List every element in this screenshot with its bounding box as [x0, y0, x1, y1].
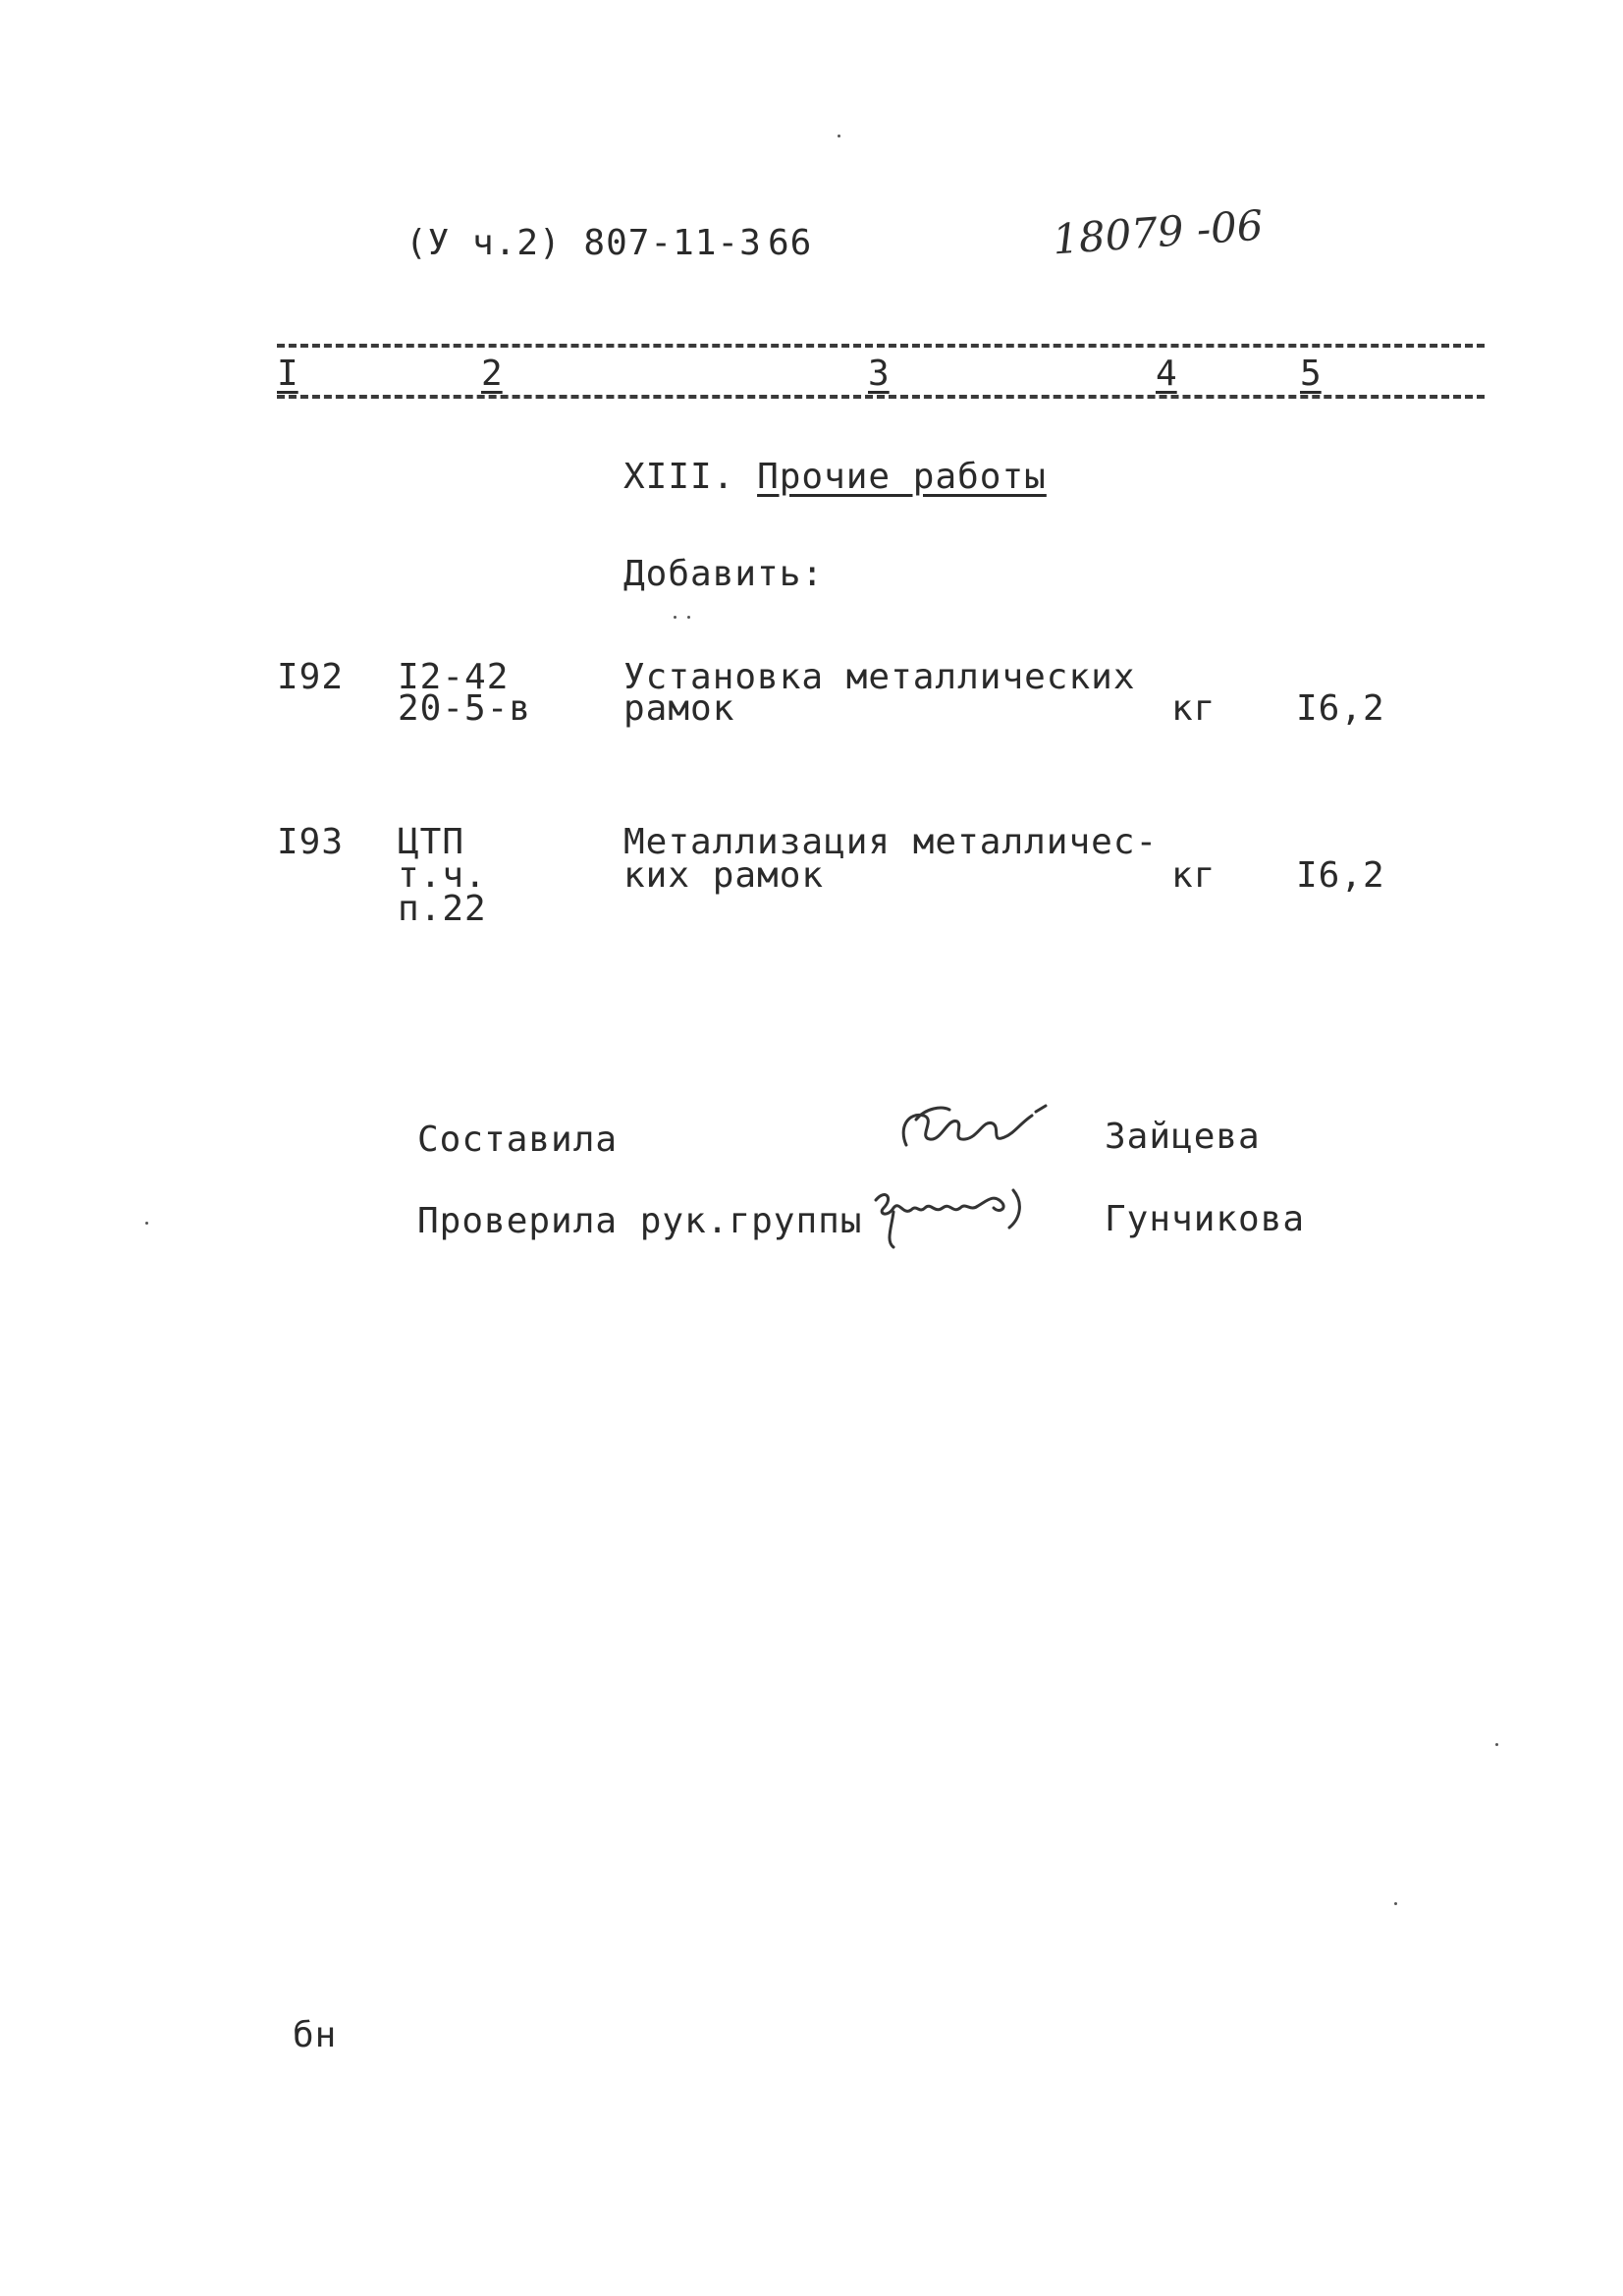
row-unit: кг	[1171, 855, 1217, 896]
compiled-by-label: Составила	[417, 1120, 619, 1160]
scan-speck	[674, 616, 676, 619]
column-number-2: 2	[481, 354, 503, 394]
row-unit: кг	[1171, 688, 1217, 729]
row-code-line-2: 20-5-в	[398, 688, 532, 729]
column-number-4: 4	[1156, 354, 1177, 394]
footer-mark: бн	[293, 2015, 338, 2055]
table-header-top-rule	[277, 344, 1485, 348]
handwritten-stamp-number: 18079 -06	[1051, 200, 1266, 264]
checked-signature	[864, 1178, 1041, 1255]
section-title: Прочие работы	[757, 457, 1047, 497]
row-number: I93	[277, 822, 345, 862]
column-number-5: 5	[1300, 354, 1322, 394]
scan-speck	[838, 135, 840, 137]
row-value: I6,2	[1296, 688, 1385, 729]
section-numeral: XIII.	[623, 457, 735, 497]
table-header-bottom-rule	[277, 395, 1485, 399]
scan-speck	[687, 616, 690, 619]
scan-speck	[145, 1222, 148, 1225]
scan-speck	[1394, 1902, 1397, 1905]
row-code-line-1: ЦТП	[398, 822, 465, 862]
row-number: I92	[277, 657, 345, 697]
row-code-line-2: т.ч.	[398, 855, 487, 896]
row-description-line-1: Металлизация металличес-	[623, 822, 1159, 862]
row-code-line-1: I2-42	[398, 657, 510, 697]
column-number-3: 3	[868, 354, 890, 394]
page-number: 66	[768, 223, 813, 263]
document-reference: (У ч.2) 807-11-3	[406, 223, 762, 263]
column-number-1: I	[277, 354, 298, 394]
scan-speck	[1495, 1743, 1498, 1746]
row-code-line-3: п.22	[398, 889, 487, 929]
row-value: I6,2	[1296, 855, 1385, 896]
section-heading	[623, 458, 1047, 497]
row-description-line-2: ких рамок	[623, 855, 825, 896]
row-description-line-2: рамок	[623, 688, 735, 729]
checked-by-label: Проверила рук.группы	[417, 1201, 863, 1241]
add-label: Добавить:	[623, 554, 825, 594]
compiled-signature	[889, 1098, 1055, 1167]
checked-by-name: Гунчикова	[1105, 1199, 1306, 1239]
row-description-line-1: Установка металлических	[623, 657, 1136, 697]
compiled-by-name: Зайцева	[1105, 1117, 1261, 1157]
